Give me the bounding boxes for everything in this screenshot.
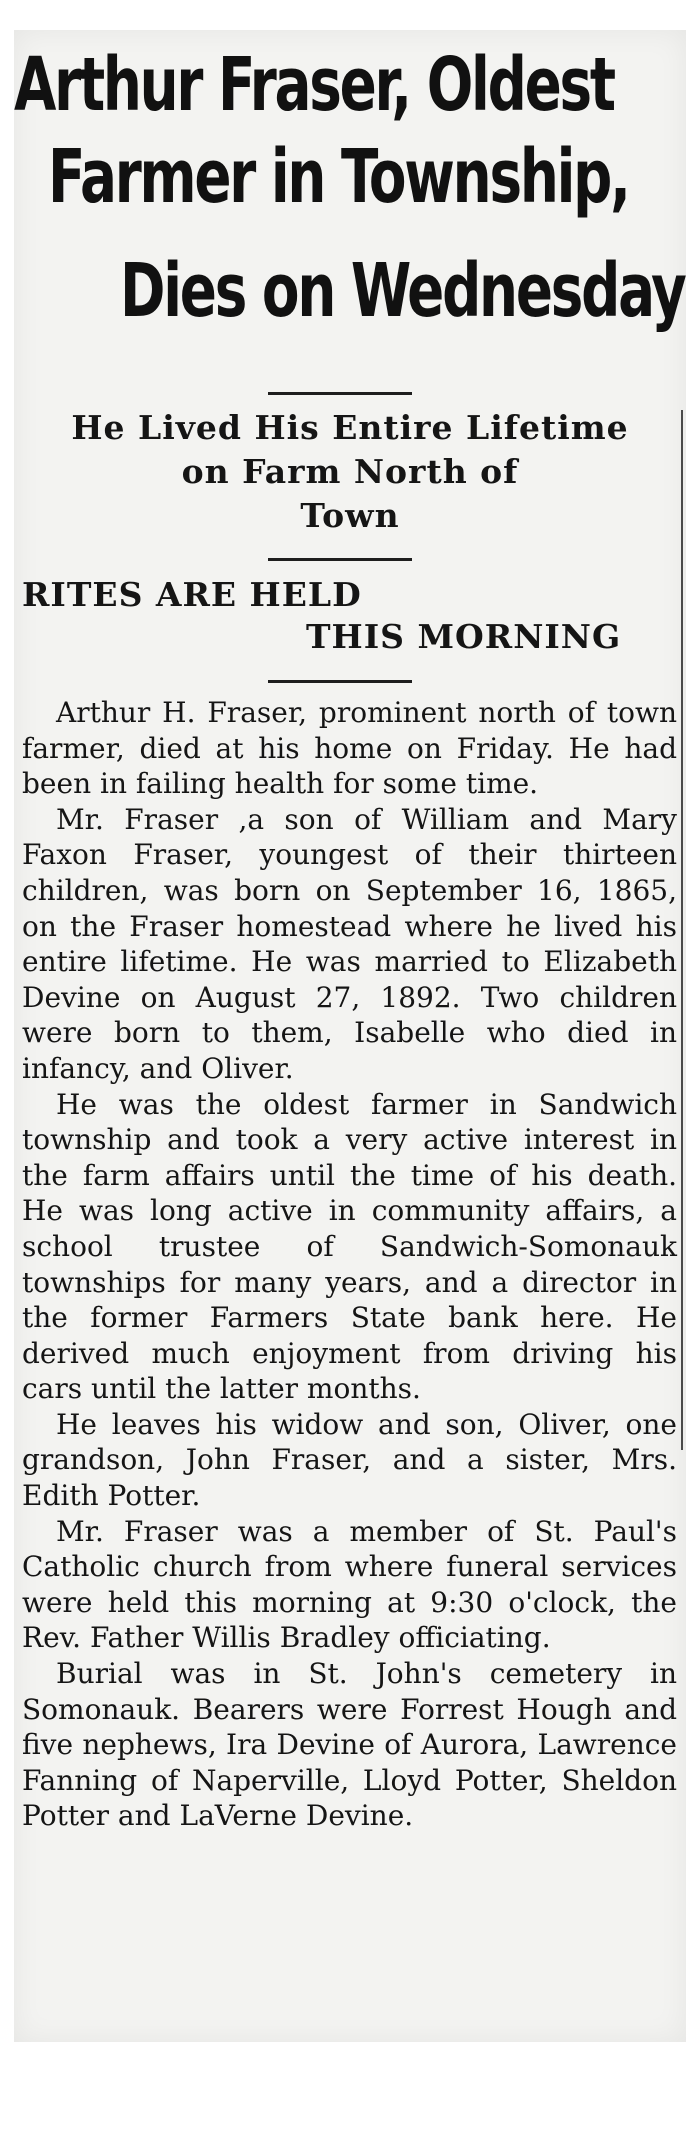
subhead-line-3: Town	[300, 496, 400, 535]
paragraph-3: He was the oldest farmer in Sandwich township and took a very active interest in the farm affairs until the time of his death. He was long active in community affairs, a school trustee of Sandwich-Somonauk townships for many years, and a director in the former Farmers State bank here. He derived much enjoyment from driving his cars until the latter months.	[22, 1087, 677, 1406]
second-deck-line-2: THIS MORNING	[306, 617, 622, 656]
paragraph-4: He leaves his widow and son, Oliver, one grandson, John Fraser, and a sister, Mrs. Edith Potter.	[22, 1407, 677, 1513]
divider-rule-2	[268, 558, 412, 561]
article-body	[22, 695, 677, 1834]
subhead-line-1: He Lived His Entire Lifetime	[71, 408, 629, 447]
divider-rule-1	[268, 392, 412, 395]
headline-line-1: Arthur Fraser, Oldest	[14, 42, 614, 128]
subhead-line-2: on Farm North of	[181, 452, 519, 491]
paragraph-6: Burial was in St. John's cemetery in Somonauk. Bearers were Forrest Hough and five nephews, Ira Devine of Aurora, Lawrence Fanning of Naperville, Lloyd Potter, Sheldon Potter and LaVerne Devine.	[22, 1657, 677, 1833]
column-rule	[681, 410, 683, 1450]
second-deck-line-1: RITES ARE HELD	[22, 575, 362, 614]
paragraph-1: Arthur H. Fraser, prominent north of town farmer, died at his home on Friday. He had been in failing health for some time.	[22, 696, 677, 801]
divider-rule-3	[268, 680, 412, 683]
paragraph-5: Mr. Fraser was a member of St. Paul's Catholic church from where funeral services were held this morning at 9:30 o'clock, the Rev. Father Willis Bradley officiating.	[22, 1514, 677, 1655]
headline-line-2: Farmer in Township,	[48, 134, 629, 220]
paragraph-2: Mr. Fraser ,a son of William and Mary Faxon Fraser, youngest of their thirteen children, was born on September 16, 1865, on the Fraser homestead where he lived his entire lifetime. He was married to Elizabeth Devine on August 27, 1892. Two children were born to them, Isabelle who died in infancy, and Oliver.	[22, 802, 677, 1085]
headline-line-3: Dies on Wednesday	[120, 248, 685, 334]
